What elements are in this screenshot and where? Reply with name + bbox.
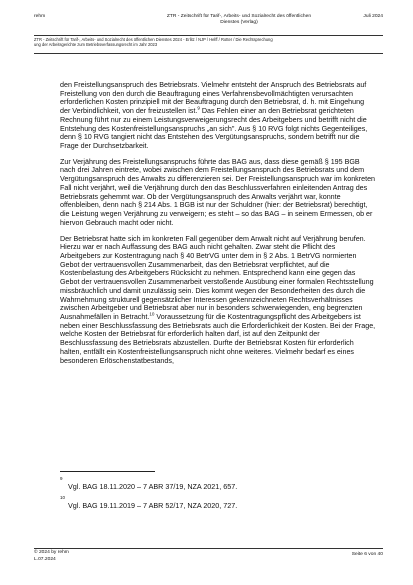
journal-title — [144, 14, 334, 26]
page-header — [34, 14, 383, 32]
paragraph-2: Zur Verjährung des Freistellungsanspruchs führte das BAG aus, dass diese gemäß § 195 BGB nach drei Jahren eintrete, wobei zwischen dem Freistellungsanspruch des Betriebsrats und dem Vergütungsanspruch des Anwalts zu differenzieren sei. Der Freistellungsanspruch war im konkreten Fall nicht verjährt, weil die Verjährung durch den das Beschlussverfahren einleitenden Antrag des Betriebsrats gehemmt war. Ob der Vergütungsanspruch des Anwalts verjährt war, konnte offenbleiben, denn nach § 214 Abs. 1 BGB ist nur der Schuldner (hier: der Betriebsrat) berechtigt, die Leistung wegen Verjährung zu verweigern; es steht – so das BAG – in seinem Ermessen, ob er hiervon Gebrauch macht oder nicht. — [60, 157, 376, 227]
publisher-name: rehm — [34, 14, 46, 19]
paragraph-3-text-b: Voraussetzung für die Kostentragungspflicht des Arbeitgebers ist neben einer Beschlussfassung des Betriebsrats auch die Erforderlichkeit der Kosten. Bei der Frage, welche Kosten der Betriebsrat für erforderlich halten darf, ist auf den Zeitpunkt der Beschlussfassung des Betriebsrats abzustellen. Durfte der Betriebsrat Kosten für erforderlich halten, entfällt ein Kostenfreistellungsanspruch nicht ohne weiteres. Vielmehr bedarf es eines besonderen Erlöschenstatbestands, — [60, 312, 376, 365]
footnote-number: 9 — [60, 476, 63, 481]
copyright-notice — [34, 550, 69, 563]
footer-date: L.07.2024 — [34, 556, 56, 562]
paragraph-1-text-a: den Freistellungsanspruch des Betriebsrats. Vielmehr entsteht der Anspruch des Betriebsrats auf Freistellung von den durch die Beauftragung eines Verfahrensbevollmächtigten verursachten erforderlichen Kosten prinzipiell mit der Beauftragung durch den Betriebsrat, d. h. mit Eingehung der Verbindlichkeit, von der freizustellen ist. — [60, 81, 367, 116]
paragraph-3-text-a: Der Betriebsrat hatte sich im konkreten Fall gegenüber dem Anwalt nicht auf Verjährung berufen. Hierzu war er nach Auffassung des BAG auch nicht gehalten. Zwar steht die Pflicht des Arbeitgebers zur Kostentragung nach § 40 BetrVG unter dem in § 2 Abs. 1 BetrVG normierten Gebot der vertrauensvollen Zusammenarbeit, das den Betriebsrat verpflichtet, auf die Kostenbelastung des Arbeitgebers Rücksicht zu nehmen. Entsprechend kann eine gegen das Gebot der vertrauensvollen Zusammenarbeit verstoßende Ausübung einer formalen Rechtsstellung missbräuchlich und damit unzulässig sein. Dies kommt wegen der Besonderheiten des durch die Wahrnehmung strukturell gegensätzlicher Interessen gekennzeichneten Rechtsverhältnisses zwischen Arbeitgeber und Betriebsrat aber nur in besonders schwerwiegenden, eng begrenzten Ausnahmefällen in Betracht. — [60, 234, 374, 321]
paragraph-3 — [60, 235, 376, 366]
footnote-number: 10 — [60, 495, 66, 500]
footer-divider — [34, 548, 383, 549]
footnote-divider — [60, 471, 155, 472]
issue-date: Juli 2024 — [363, 14, 383, 19]
footnote-10 — [60, 495, 376, 510]
footnote-9 — [60, 476, 376, 491]
citation-line2: ung der Arbeitsgerichte zum Betriebsverfassungsrecht im Jahr 2023 — [34, 42, 158, 48]
paragraph-1-text-b: Das Fehlen einer an den Betriebsrat gerichteten Rechnung führt nur zu einem Leistungsverweigerungsrecht des Arbeitgebers und betrifft nicht die Entstehung des Kostenfreistellungsanspruchs „an sich". Aus § 10 RVG folgt nichts Gegenteiliges, denn § 10 RVG tangiert nicht das Entstehen des Vergütungsanspruchs, sondern betrifft nur die Frage der Durchsetzbarkeit. — [60, 107, 368, 151]
article-citation — [34, 37, 383, 48]
citation-line1: ZTR - Zeitschrift für Tarif-, Arbeits- und Sozialrecht des öffentlichen Dienstes 2024 - Erlitz / NJP / Helff / Rotter / Die Rechtsprechung — [34, 37, 273, 42]
footnote-text: Vgl. BAG 19.11.2019 – 7 ABR 52/17, NZA 2020, 727. — [68, 501, 238, 510]
header-divider — [34, 35, 383, 36]
journal-title-line1: ZTR - Zeitschrift für Tarif-, Arbeits- und Sozialrecht des öffentlichen — [166, 14, 312, 19]
article-body — [60, 81, 376, 372]
footnote-ref-9[interactable]: 9 — [197, 105, 200, 111]
citation-divider — [34, 53, 383, 54]
paragraph-1 — [60, 81, 376, 151]
page-number: Seite 6 von 40 — [351, 552, 383, 557]
footnote-text: Vgl. BAG 18.11.2020 – 7 ABR 37/19, NZA 2021, 657. — [68, 482, 238, 491]
footnote-ref-10[interactable]: 10 — [149, 311, 155, 317]
copyright-line: © 2024 by rehm — [34, 550, 69, 555]
journal-title-line2: Dienstes (Verlag) — [220, 20, 258, 25]
